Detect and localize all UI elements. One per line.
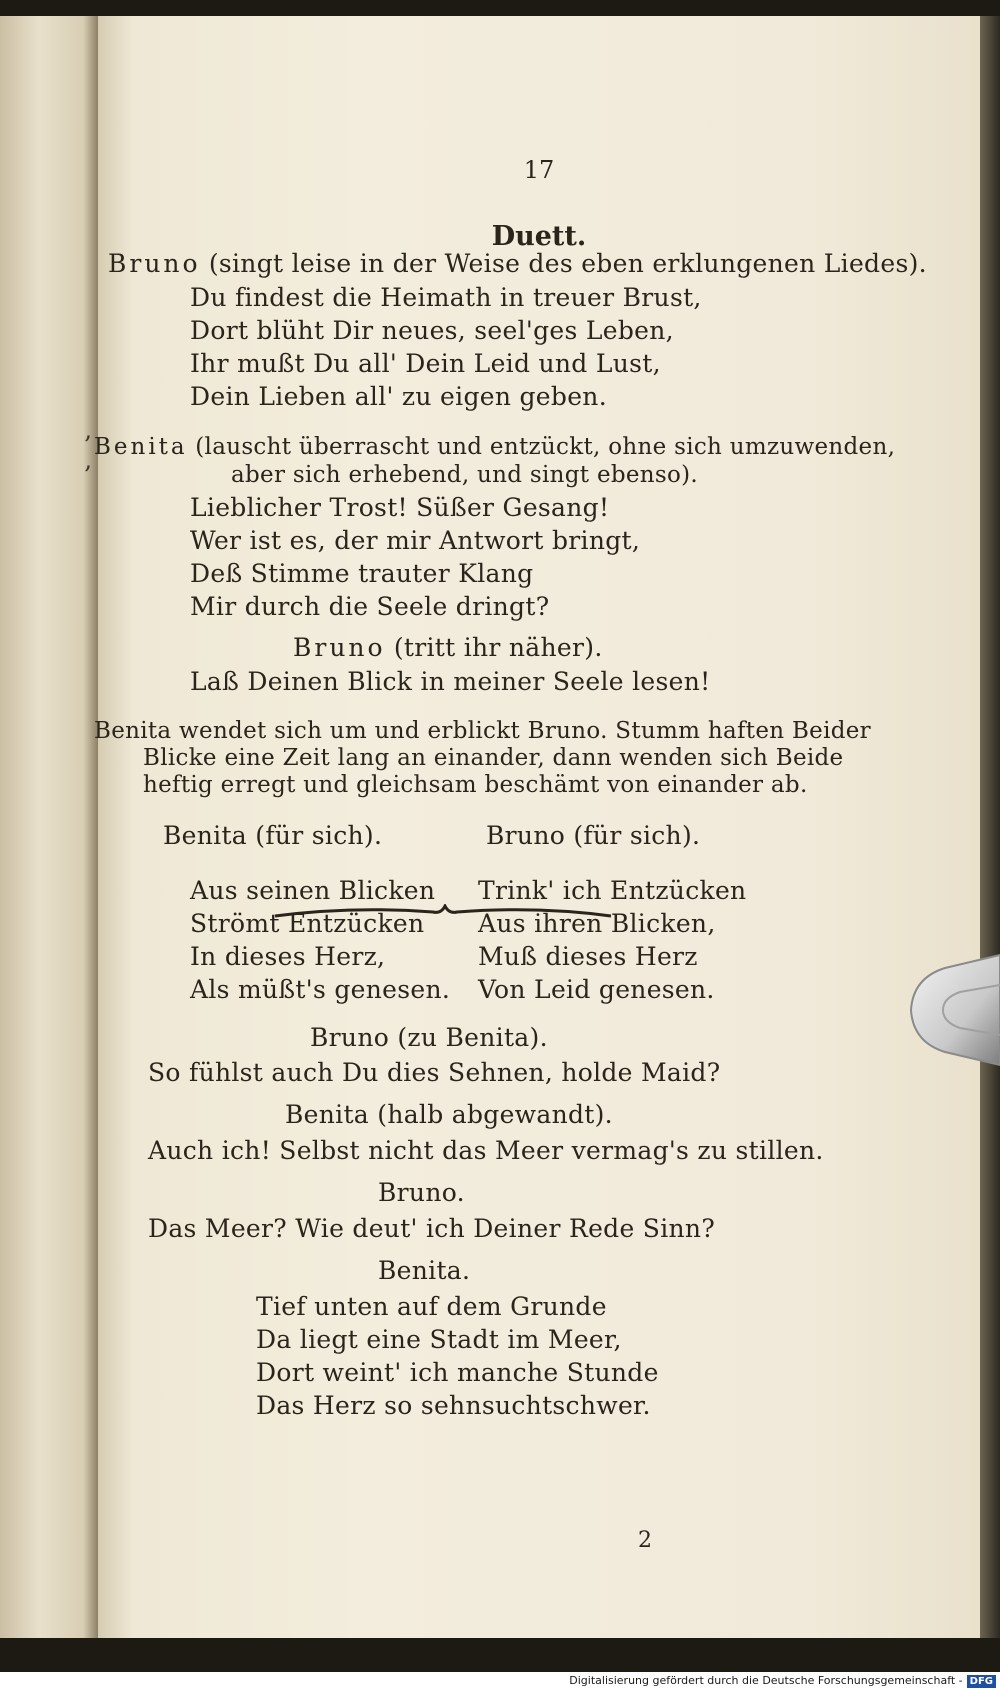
verse-line: Da liegt eine Stadt im Meer, — [256, 1325, 622, 1354]
dialogue-line: So fühlst auch Du dies Sehnen, holde Maid? — [148, 1058, 721, 1087]
signature-mark: 2 — [638, 1528, 652, 1553]
verse-line: Das Herz so sehnsuchtschwer. — [256, 1391, 651, 1420]
dfg-logo: DFG — [967, 1675, 996, 1688]
stage-direction: (singt leise in der Weise des eben erklungenen Liedes). — [208, 249, 927, 278]
duet-right-line: Aus ihren Blicken, — [478, 909, 716, 938]
benita-intro-line — [94, 432, 895, 462]
right-page-edge — [980, 16, 1000, 1638]
bruno-intro-line — [108, 249, 927, 279]
verse-line: Dort weint' ich manche Stunde — [256, 1358, 659, 1387]
speaker-name: Bruno — [108, 249, 201, 278]
dialogue-line: Auch ich! Selbst nicht das Meer vermag's zu stillen. — [148, 1136, 824, 1165]
stage-direction: (tritt ihr näher). — [393, 633, 603, 662]
footer-text: Digitalisierung gefördert durch die Deutsche Forschungsgemeinschaft - — [569, 1674, 963, 1687]
verse-line: Deß Stimme trauter Klang — [190, 559, 534, 588]
speaker-name: Benita — [94, 434, 188, 460]
duet-right-line: Trink' ich Entzücken — [478, 876, 747, 905]
duet-right-line: Muß dieses Herz — [478, 942, 698, 971]
speaker-line: Benita. — [378, 1256, 471, 1285]
duet-left-line: Als müßt's genesen. — [190, 975, 451, 1004]
stage-direction: Blicke eine Zeit lang an einander, dann wenden sich Beide — [143, 745, 844, 771]
page-clip — [905, 950, 1000, 1070]
duet-right-line: Von Leid genesen. — [478, 975, 715, 1004]
duet-left-header: Benita (für sich). — [163, 821, 383, 850]
verse-line: Tief unten auf dem Grunde — [256, 1292, 607, 1321]
speaker-line — [293, 633, 603, 663]
duet-left-line: Strömt Entzücken — [190, 909, 425, 938]
stage-direction: heftig erregt und gleichsam beschämt von einander ab. — [143, 772, 808, 798]
verse-line: Dein Lieben all' zu eigen geben. — [190, 382, 607, 411]
speaker-name: Bruno — [293, 633, 386, 662]
dialogue-line: Das Meer? Wie deut' ich Deiner Rede Sinn? — [148, 1214, 716, 1243]
speaker-line: Bruno. — [378, 1178, 465, 1207]
stage-direction: aber sich erhebend, und singt ebenso). — [231, 462, 699, 488]
stage-direction: (lauscht überrascht und entzückt, ohne sich umzuwenden, — [195, 434, 896, 460]
verse-line: Ihr mußt Du all' Dein Leid und Lust, — [190, 349, 661, 378]
page-number: 17 — [523, 156, 555, 184]
page-title: Duett. — [491, 221, 587, 252]
stage-direction: Benita wendet sich um und erblickt Bruno. Stumm haften Beider — [94, 718, 871, 744]
verse-line: Du findest die Heimath in treuer Brust, — [190, 283, 702, 312]
duet-left-line: Aus seinen Blicken — [190, 876, 436, 905]
duet-right-header: Bruno (für sich). — [486, 821, 701, 850]
verse-line: Wer ist es, der mir Antwort bringt, — [190, 526, 641, 555]
speaker-line: Bruno (zu Benita). — [310, 1023, 548, 1052]
verse-line: Dort blüht Dir neues, seel'ges Leben, — [190, 316, 674, 345]
verse-line: Mir durch die Seele dringt? — [190, 592, 550, 621]
speaker-line: Benita (halb abgewandt). — [285, 1100, 613, 1129]
verse-line: Lieblicher Trost! Süßer Gesang! — [190, 493, 610, 522]
digitization-footer — [0, 1672, 1000, 1689]
left-page-edge: , , — [0, 16, 98, 1638]
duet-left-line: In dieses Herz, — [190, 942, 386, 971]
verse-line: Laß Deinen Blick in meiner Seele lesen! — [190, 667, 711, 696]
book-page — [94, 16, 980, 1638]
